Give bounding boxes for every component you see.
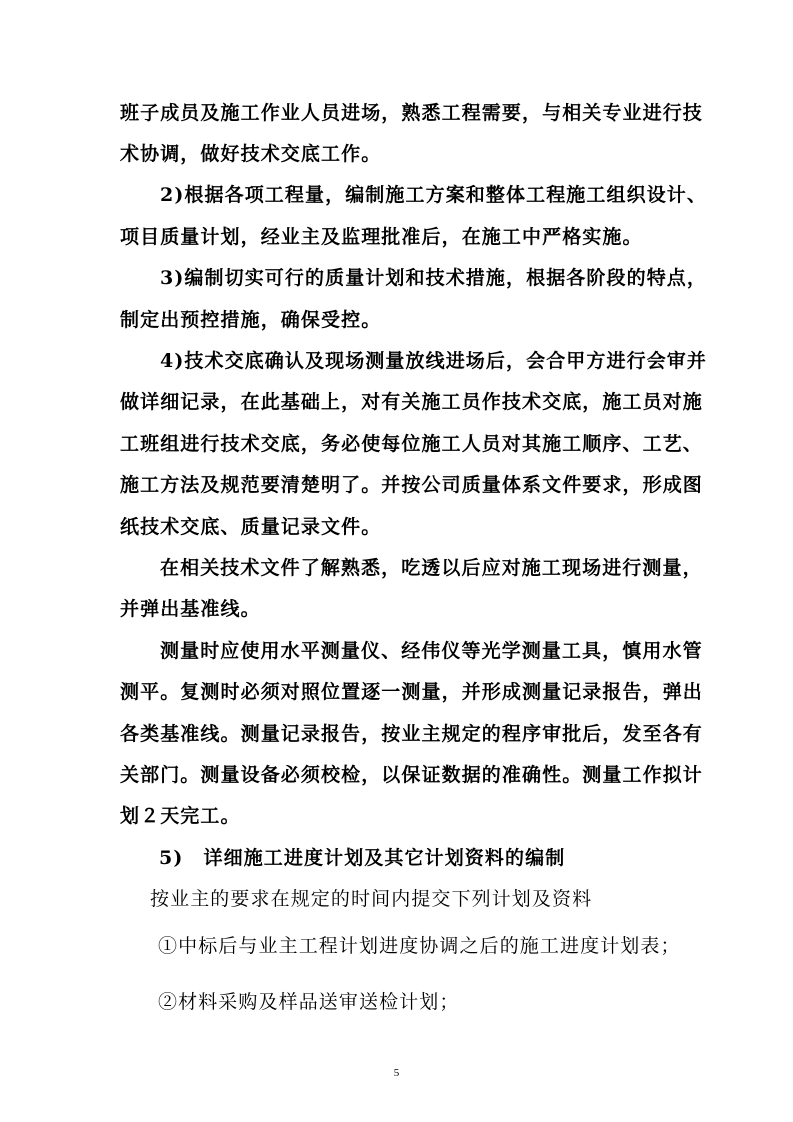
- page-number: 5: [393, 1067, 400, 1079]
- text-line-9: 工班组进行技术交底，务必使每位施工人员对其施工顺序、工艺、: [120, 433, 703, 455]
- text-line-18: 划２天完工。: [120, 805, 241, 827]
- text-line-15: 测平。复测时必须对照位置逐一测量，并形成测量记录报告，弹出: [120, 681, 703, 703]
- text-line-16: 各类基准线。测量记录报告，按业主规定的程序审批后，发至各有: [120, 723, 703, 745]
- text-line-3: 2)根据各项工程量，编制施工方案和整体工程施工组织设计、: [160, 184, 708, 206]
- text-line-20: 按业主的要求在规定的时间内提交下列计划及资料: [150, 888, 593, 910]
- list-item-2: ➁材料采购及样品送审送检计划；: [158, 991, 460, 1013]
- text-line-14: 测量时应使用水平测量仪、经伟仪等光学测量工具，慎用水管: [160, 640, 703, 662]
- text-line-6: 制定出预控措施，确保受控。: [120, 309, 382, 331]
- text-line-5: 3)编制切实可行的质量计划和技术措施，根据各阶段的特点，: [160, 267, 708, 289]
- text-line-11: 纸技术交底、质量记录文件。: [120, 516, 382, 538]
- text-line-13: 并弹出基准线。: [120, 598, 261, 620]
- text-line-17: 关部门。测量设备必须校检，以保证数据的准确性。测量工作拟计: [120, 764, 703, 786]
- list-item-1: ➀中标后与业主工程计划进度协调之后的施工进度计划表；: [158, 935, 681, 957]
- text-line-2: 术协调，做好技术交底工作。: [120, 143, 382, 165]
- text-line-7: 4)技术交底确认及现场测量放线进场后，会合甲方进行会审并: [160, 350, 708, 372]
- section-heading-5: 5) 详细施工进度计划及其它计划资料的编制: [159, 847, 566, 869]
- text-line-4: 项目质量计划，经业主及监理批准后，在施工中严格实施。: [120, 226, 643, 248]
- text-line-10: 施工方法及规范要清楚明了。并按公司质量体系文件要求，形成图: [120, 474, 703, 496]
- text-line-1: 班子成员及施工作业人员进场，熟悉工程需要，与相关专业进行技: [120, 102, 703, 124]
- text-line-8: 做详细记录，在此基础上，对有关施工员作技术交底，施工员对施: [120, 391, 703, 413]
- text-line-12: 在相关技术文件了解熟悉，吃透以后应对施工现场进行测量，: [160, 557, 703, 579]
